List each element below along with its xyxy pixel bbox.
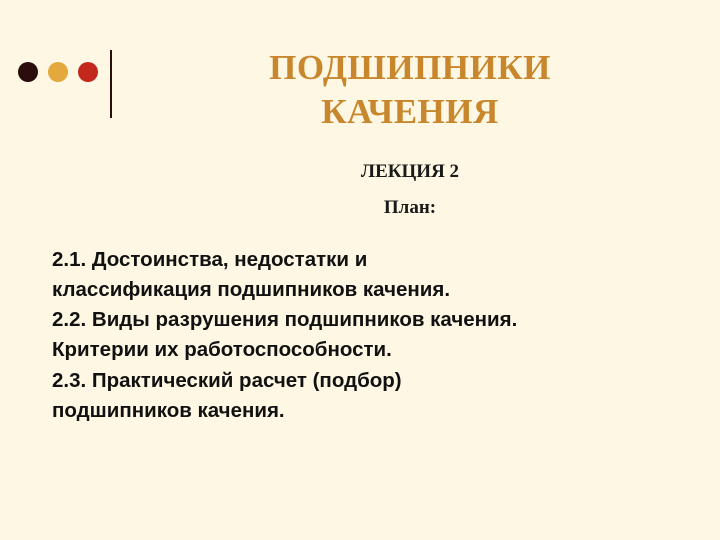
plan-label: План: [383,197,437,218]
body-line: Критерии их работоспособности. [52,338,392,362]
decorative-dot-red-icon [78,62,98,82]
slide-subtitle: ЛЕКЦИЯ 2 [360,161,460,182]
decorative-dot-gold-icon [48,62,68,82]
body-line: подшипников качения. [52,398,285,422]
slide-body-text [52,245,692,426]
slide-title-line-2: КАЧЕНИЯ [321,91,499,131]
slide-title [130,46,690,134]
body-line: классификация подшипников качения. [52,278,451,302]
body-line: 2.1. Достоинства, недостатки и [52,248,368,271]
decorative-vertical-rule [110,50,112,118]
decorative-dots-group [0,50,130,120]
slide-title-line-1: ПОДШИПНИКИ [269,48,551,87]
body-line: 2.3. Практический расчет (подбор) [52,368,402,392]
decorative-dot-dark-icon [18,62,38,82]
body-line: 2.2. Виды разрушения подшипников качения. [52,308,518,332]
